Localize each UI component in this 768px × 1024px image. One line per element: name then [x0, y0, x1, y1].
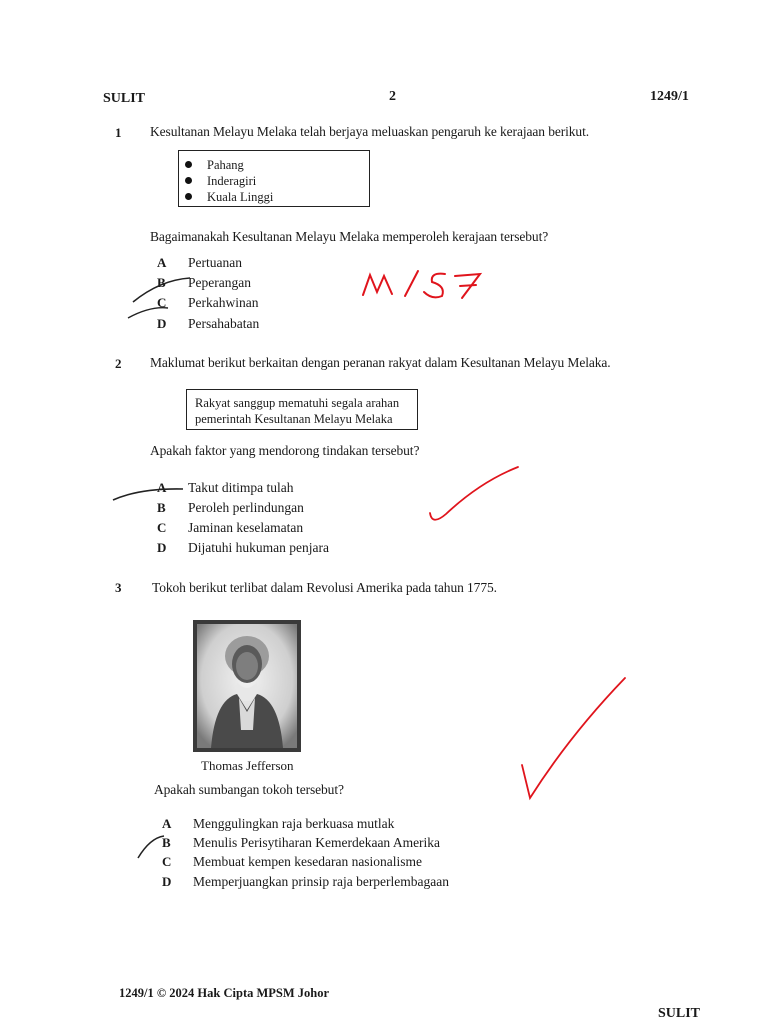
- option-letter: D: [157, 540, 167, 555]
- pencil-stroke: [113, 489, 183, 500]
- question-stem: Kesultanan Melayu Melaka telah berjaya meluaskan pengaruh ke kerajaan berikut.: [150, 124, 590, 139]
- question-prompt: Apakah sumbangan tokoh tersebut?: [154, 782, 344, 797]
- option-text: Peroleh perlindungan: [188, 500, 304, 515]
- question-prompt: Bagaimanakah Kesultanan Melayu Melaka memperoleh kerajaan tersebut?: [150, 229, 549, 244]
- option-text: Persahabatan: [188, 316, 260, 331]
- list-item: Kuala Linggi: [179, 189, 369, 205]
- option-letter: C: [157, 520, 167, 535]
- option-text: Menggulingkan raja berkuasa mutlak: [193, 816, 395, 831]
- question-number: 1: [115, 125, 122, 140]
- option-letter: B: [157, 275, 166, 290]
- page-number: 2: [389, 89, 396, 104]
- question-stem: Tokoh berikut terlibat dalam Revolusi Amerika pada tahun 1775.: [152, 580, 497, 595]
- option-text: Dijatuhi hukuman penjara: [188, 540, 329, 555]
- question-stem: Maklumat berikut berkaitan dengan peranan rakyat dalam Kesultanan Melayu Melaka.: [150, 355, 611, 370]
- list-item: Inderagiri: [179, 173, 369, 189]
- footer-copyright: 1249/1 © 2024 Hak Cipta MPSM Johor: [119, 986, 330, 1000]
- paper-code: 1249/1: [650, 89, 689, 104]
- option-letter: A: [162, 816, 172, 831]
- info-box: [186, 389, 418, 430]
- option-text: Membuat kempen kesedaran nasionalisme: [193, 854, 423, 869]
- red-check-icon: [522, 678, 625, 798]
- option-text: Perkahwinan: [188, 295, 259, 310]
- list-item: Pahang: [179, 157, 369, 173]
- option-text: Pertuanan: [188, 255, 242, 270]
- portrait-image: [193, 620, 301, 752]
- red-check-icon: [430, 467, 518, 520]
- image-caption: Thomas Jefferson: [201, 758, 294, 773]
- info-box-text: Rakyat sanggup mematuhi segala arahan pemerintah Kesultanan Melayu Melaka: [195, 396, 400, 426]
- pencil-stroke: [138, 836, 164, 858]
- option-text: Peperangan: [188, 275, 251, 290]
- option-text: Menulis Perisytiharan Kemerdekaan Amerika: [193, 835, 441, 850]
- margin-note-ms7: [363, 271, 480, 298]
- question-number: 3: [115, 580, 122, 595]
- option-letter: B: [157, 500, 166, 515]
- option-letter: D: [162, 874, 172, 889]
- question-number: 2: [115, 356, 122, 371]
- portrait-drawing: [193, 620, 301, 752]
- option-letter: C: [157, 295, 167, 310]
- question-prompt: Apakah faktor yang mendorong tindakan tersebut?: [150, 443, 420, 458]
- option-letter: C: [162, 854, 172, 869]
- header-classification: SULIT: [103, 91, 146, 106]
- option-letter: A: [157, 255, 167, 270]
- option-text: Memperjuangkan prinsip raja berperlembagaan: [193, 874, 450, 889]
- option-text: Jaminan keselamatan: [188, 520, 304, 535]
- option-text: Takut ditimpa tulah: [188, 480, 294, 495]
- footer-classification: SULIT: [658, 1006, 701, 1021]
- option-letter: D: [157, 316, 167, 331]
- option-letter: A: [157, 480, 167, 495]
- info-box: [178, 150, 370, 207]
- option-letter: B: [162, 835, 171, 850]
- state-list: [179, 157, 369, 205]
